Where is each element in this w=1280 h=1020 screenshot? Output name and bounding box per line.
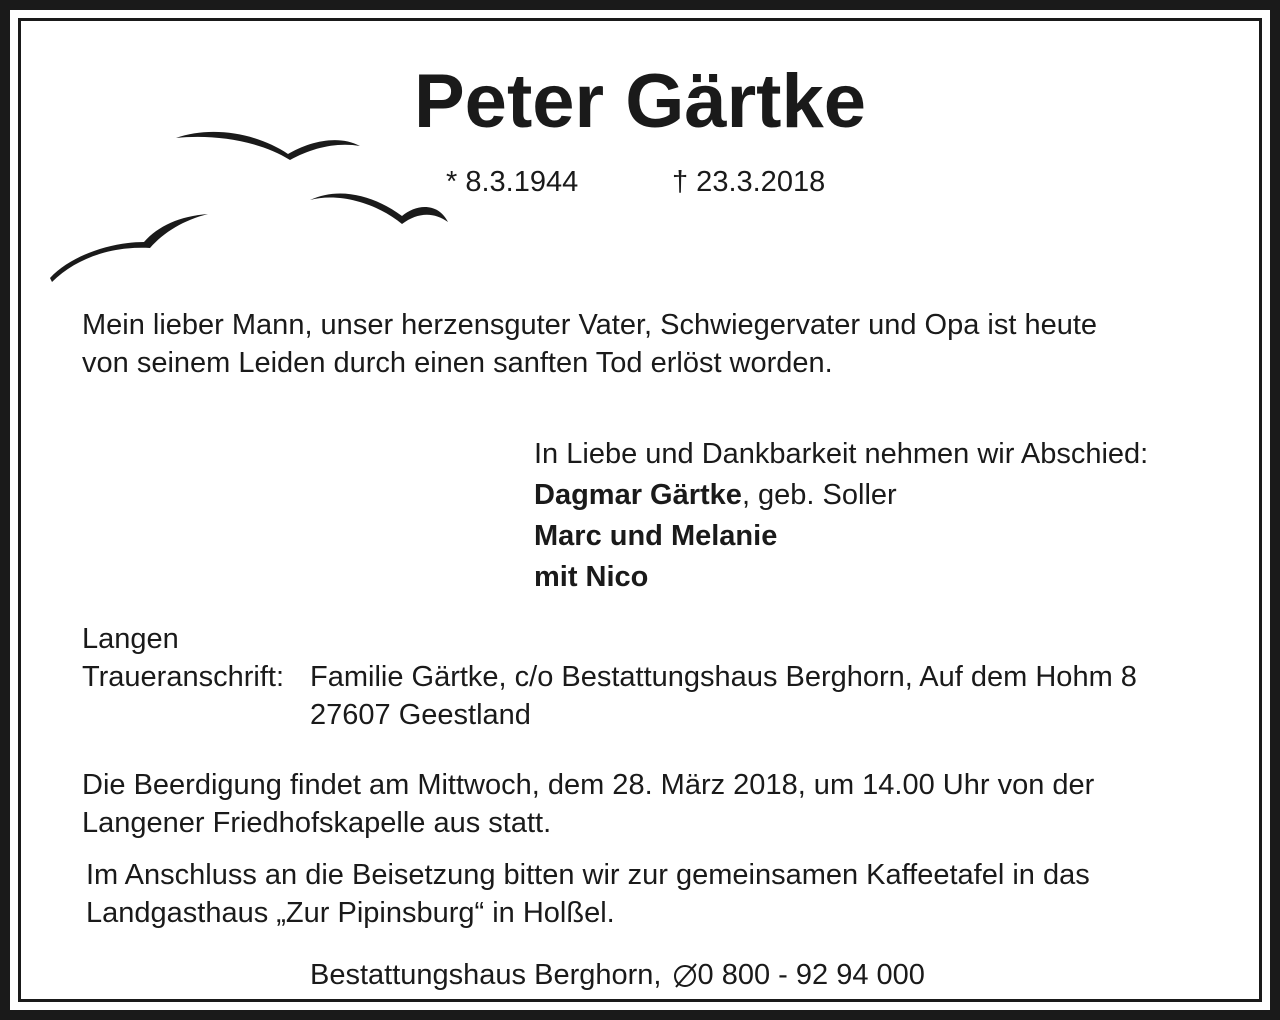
birth-date: * 8.3.1944 xyxy=(446,166,579,198)
farewell-block xyxy=(534,434,1148,598)
mourner-suffix: , geb. Soller xyxy=(741,479,897,511)
address-label: Traueranschrift: xyxy=(82,661,284,693)
address-line-2: 27607 Geestland xyxy=(310,699,531,731)
mourner-name: Dagmar Gärtke xyxy=(534,479,742,511)
coffee-line-1: Im Anschluss an die Beisetzung bitten wir zur gemeinsamen Kaffeetafel in das xyxy=(86,859,1090,891)
mourner-line-2: Marc und Melanie xyxy=(534,520,778,552)
farewell-lead: In Liebe und Dankbarkeit nehmen wir Abschied: xyxy=(534,438,1149,470)
footer-line xyxy=(310,956,925,994)
intro-text xyxy=(82,306,1097,382)
funeral-line-2: Langener Friedhofskapelle aus statt. xyxy=(82,807,552,839)
intro-line-2: von seinem Leiden durch einen sanften Tod erlöst worden. xyxy=(82,347,833,379)
deceased-name: Peter Gärtke xyxy=(413,59,867,144)
funeral-text xyxy=(82,766,1094,842)
coffee-text xyxy=(86,856,1090,932)
address-line-1: Familie Gärtke, c/o Bestattungshaus Berghorn, Auf dem Hohm 8 xyxy=(310,661,1137,693)
town: Langen xyxy=(82,623,179,655)
intro-line-1: Mein lieber Mann, unser herzensguter Vater, Schwiegervater und Opa ist heute xyxy=(82,309,1098,341)
funeral-line-1: Die Beerdigung findet am Mittwoch, dem 28. März 2018, um 14.00 Uhr von der xyxy=(82,769,1095,801)
coffee-line-2: Landgasthaus „Zur Pipinsburg“ in Holßel. xyxy=(86,897,615,929)
undertaker-name: Bestattungshaus Berghorn, xyxy=(310,959,662,991)
death-date: † 23.3.2018 xyxy=(672,166,826,198)
mourner-line-3: mit Nico xyxy=(534,561,649,593)
mourner-line-1 xyxy=(534,475,1148,516)
phone-number: 0 800 - 92 94 000 xyxy=(697,959,925,991)
phone-icon xyxy=(672,962,698,988)
